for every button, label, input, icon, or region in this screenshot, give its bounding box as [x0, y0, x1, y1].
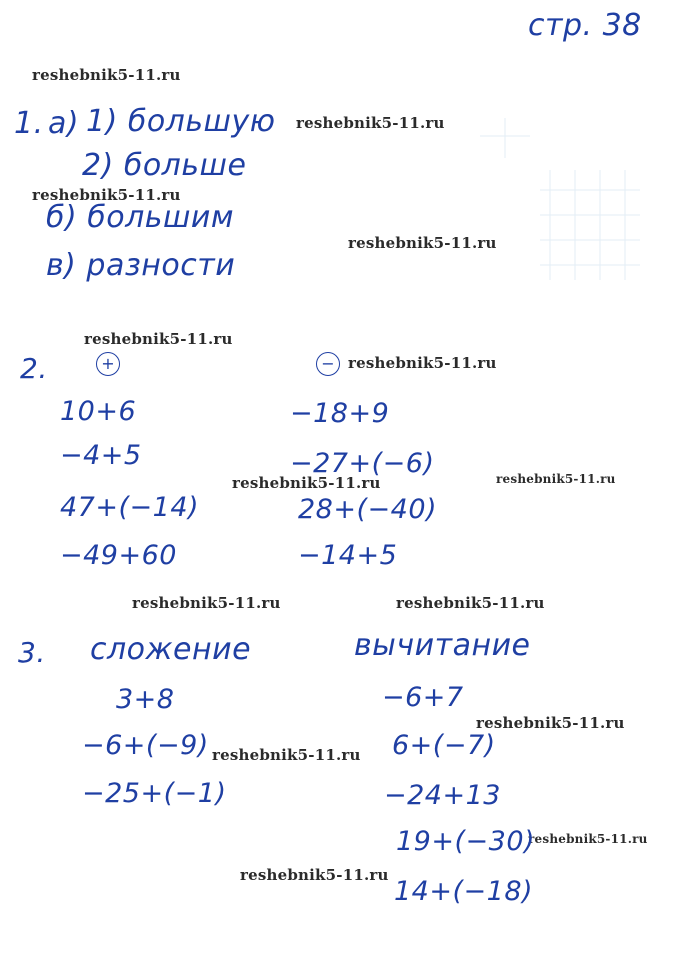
watermark: reshebnik5-11.ru	[232, 474, 381, 492]
watermark: reshebnik5-11.ru	[348, 354, 497, 372]
left-column-header: сложение	[90, 632, 252, 667]
task1-b: б) большим	[46, 200, 235, 235]
page-number: стр. 38	[528, 8, 642, 43]
watermark: reshebnik5-11.ru	[132, 594, 281, 612]
subtraction-item: −24+13	[384, 780, 501, 811]
minus-item: 28+(−40)	[298, 494, 438, 525]
plus-circle-icon: +	[96, 352, 120, 376]
watermark: reshebnik5-11.ru	[396, 594, 545, 612]
plus-item: −49+60	[60, 540, 177, 571]
minus-item: −14+5	[298, 540, 398, 571]
minus-item: −18+9	[290, 398, 390, 429]
addition-item: 3+8	[116, 684, 175, 715]
minus-item: −27+(−6)	[290, 448, 435, 479]
watermark: reshebnik5-11.ru	[212, 746, 361, 764]
watermark: reshebnik5-11.ru	[84, 330, 233, 348]
watermark: reshebnik5-11.ru	[32, 186, 181, 204]
watermark: reshebnik5-11.ru	[348, 234, 497, 252]
task1-a2: 2) больше	[82, 148, 247, 183]
minus-circle-icon: −	[316, 352, 340, 376]
watermark: reshebnik5-11.ru	[32, 66, 181, 84]
subtraction-item: 19+(−30)	[396, 826, 536, 857]
subtraction-item: 14+(−18)	[394, 876, 534, 907]
plus-item: 47+(−14)	[60, 492, 200, 523]
task3-number: 3.	[18, 636, 46, 669]
addition-item: −6+(−9)	[82, 730, 209, 761]
grid-decoration-small	[480, 118, 530, 158]
watermark: reshebnik5-11.ru	[496, 472, 616, 486]
right-column-header: вычитание	[354, 628, 531, 663]
grid-decoration	[540, 170, 640, 280]
task1-a1: 1) большую	[86, 104, 276, 139]
watermark: reshebnik5-11.ru	[240, 866, 389, 884]
subtraction-item: 6+(−7)	[392, 730, 496, 761]
plus-item: −4+5	[60, 440, 142, 471]
watermark: reshebnik5-11.ru	[528, 832, 648, 846]
addition-item: −25+(−1)	[82, 778, 227, 809]
watermark: reshebnik5-11.ru	[476, 714, 625, 732]
watermark: reshebnik5-11.ru	[296, 114, 445, 132]
task2-number: 2.	[20, 352, 48, 385]
task1-number: 1.	[14, 106, 44, 141]
plus-item: 10+6	[60, 396, 137, 427]
subtraction-item: −6+7	[382, 682, 464, 713]
task1-a-label: а)	[48, 106, 80, 141]
task1-c: в) разности	[46, 248, 236, 283]
